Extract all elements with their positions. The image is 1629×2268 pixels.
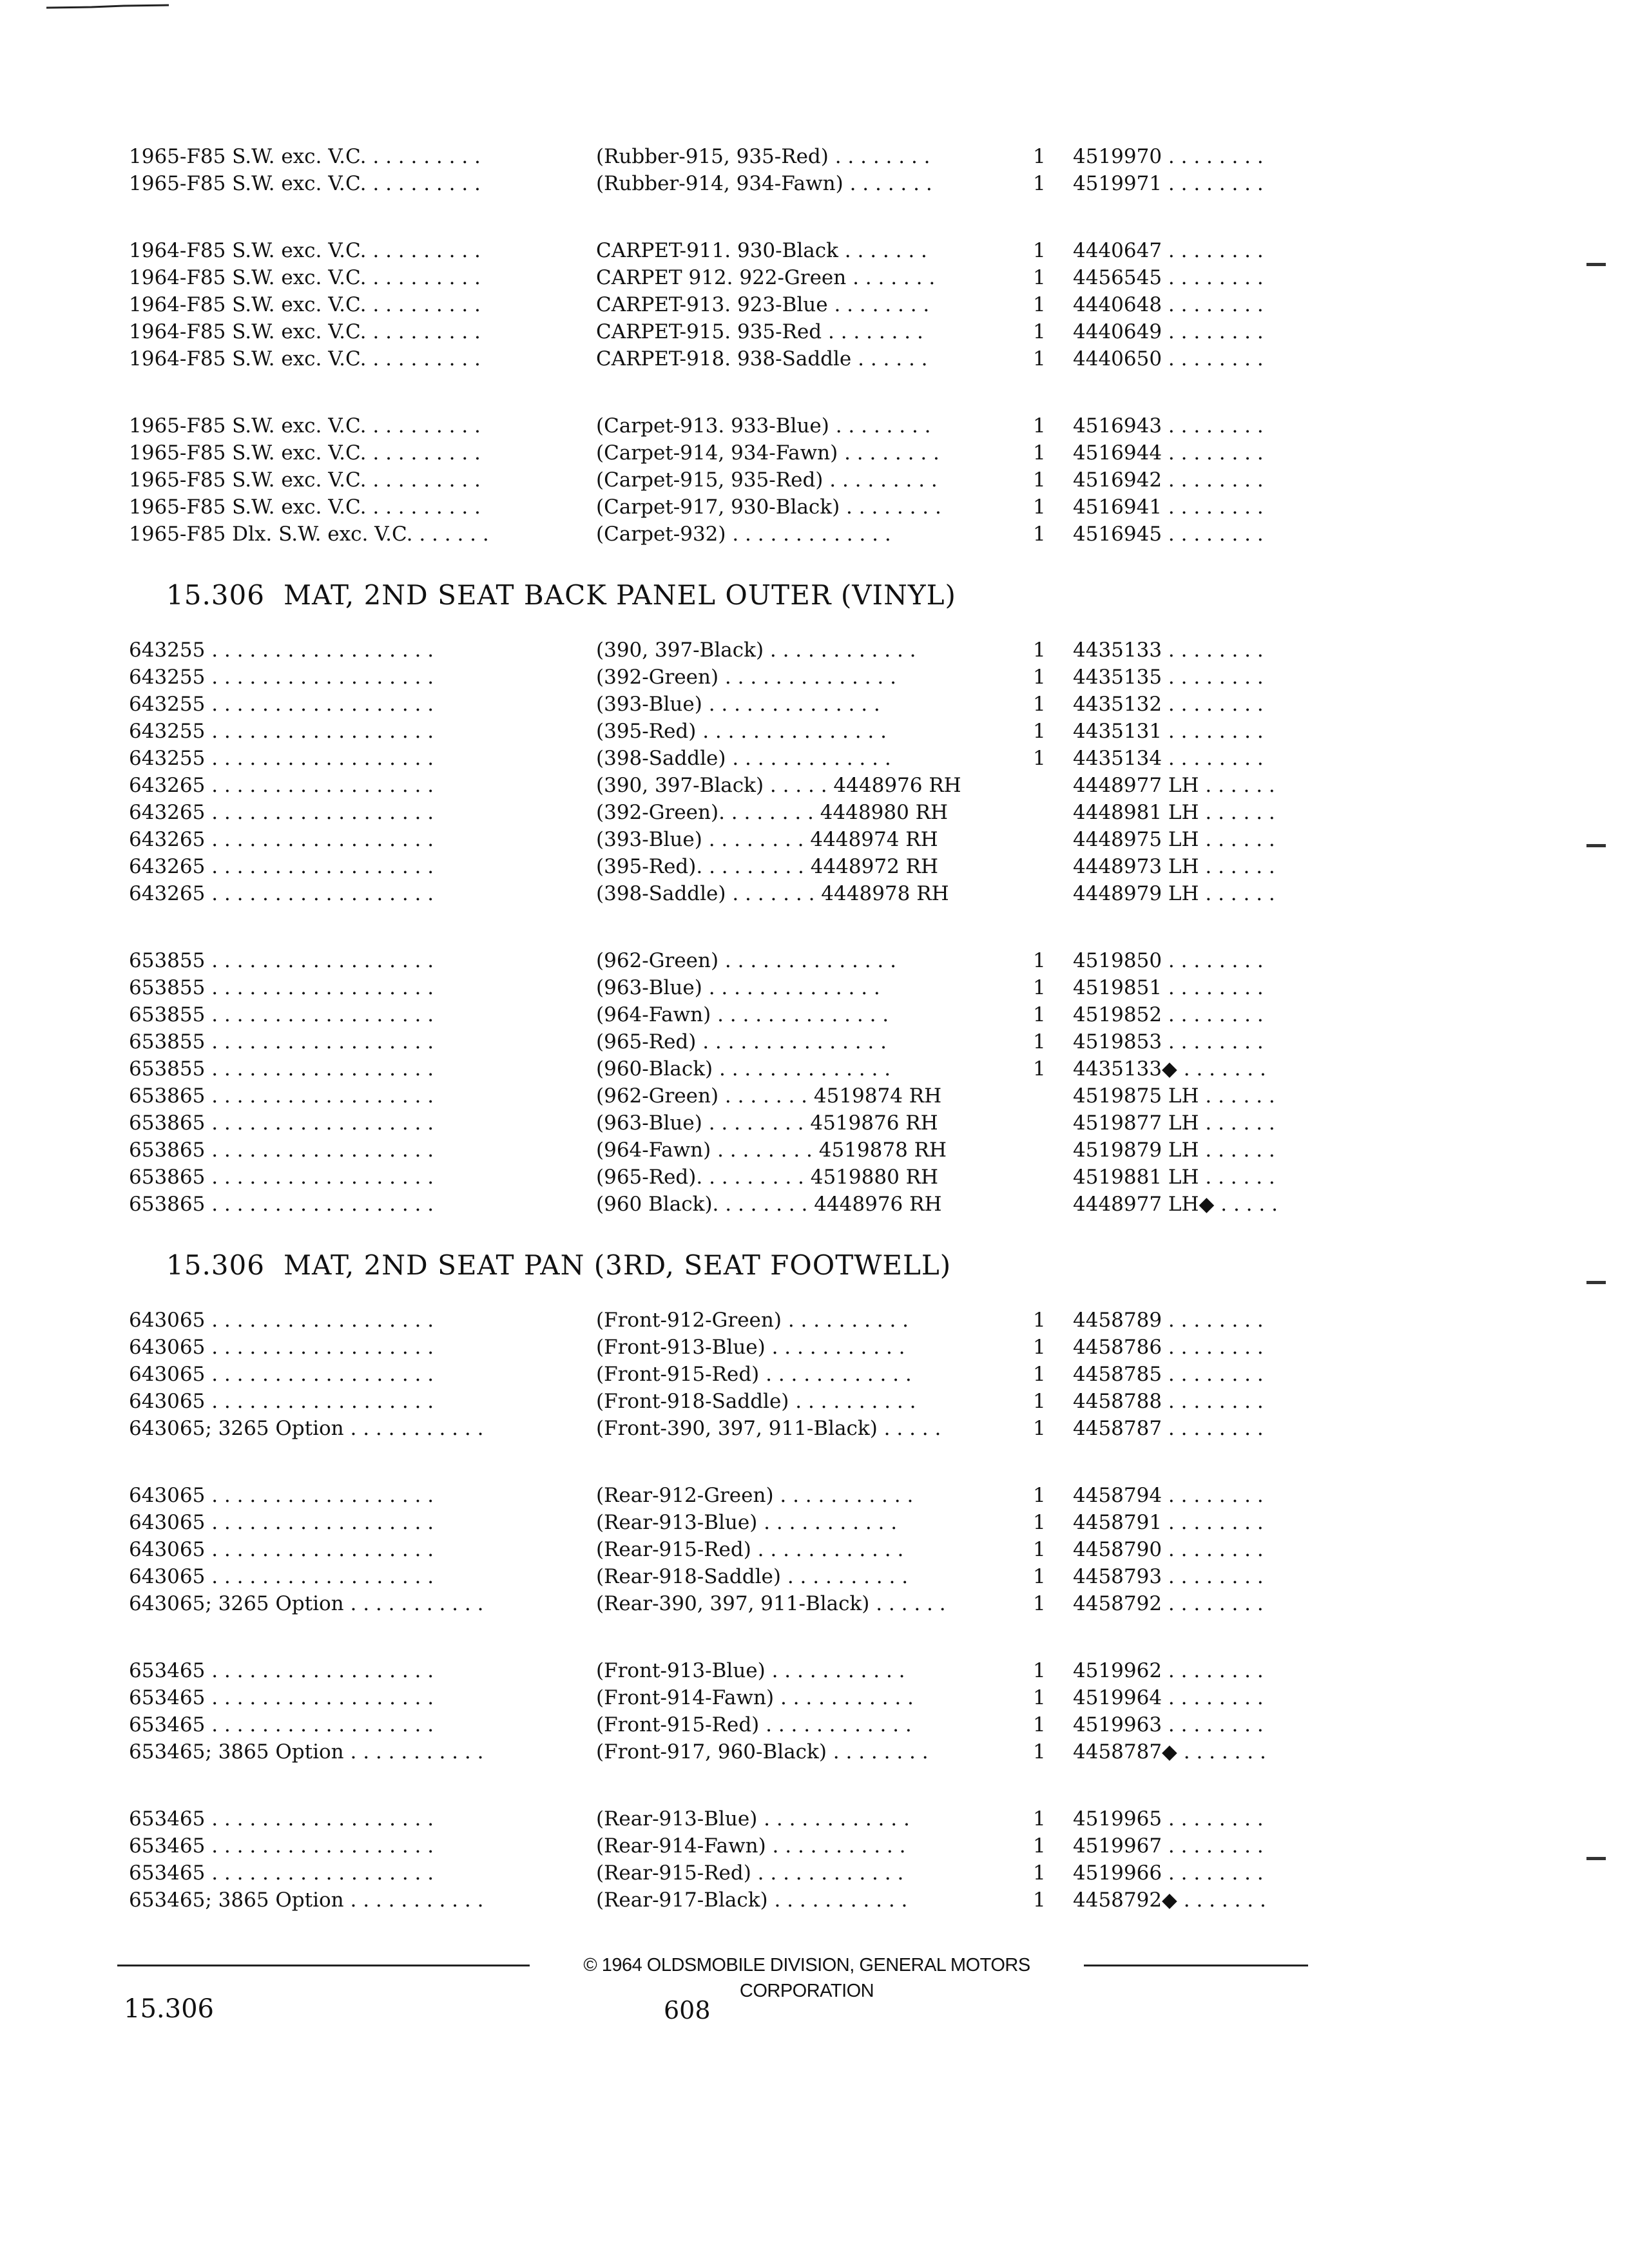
parts-row [0, 466, 1629, 494]
model-cell: 653855 . . . . . . . . . . . . . . . . . . [129, 976, 434, 999]
model-cell: 643255 . . . . . . . . . . . . . . . . . . [129, 639, 434, 662]
description-cell: (398-Saddle) . . . . . . . . . . . . . [596, 747, 891, 770]
parts-row [0, 853, 1629, 880]
section-title: MAT, 2ND SEAT BACK PANEL OUTER (VINYL) [284, 579, 956, 611]
part-number-cell: 4519962 . . . . . . . . [1073, 1659, 1264, 1682]
footer-rule-right [1084, 1965, 1308, 1966]
part-number-cell: 4458785 . . . . . . . . [1073, 1363, 1264, 1386]
section-number: 15.306 [166, 1249, 265, 1281]
model-cell: 643265 . . . . . . . . . . . . . . . . . . [129, 882, 434, 905]
part-number-cell: 4435132 . . . . . . . . [1073, 693, 1264, 716]
model-cell: 653465 . . . . . . . . . . . . . . . . . . [129, 1807, 434, 1831]
parts-row [0, 264, 1629, 291]
quantity-cell: 1 [1033, 145, 1046, 168]
quantity-cell: 1 [1033, 1740, 1046, 1763]
quantity-cell: 1 [1033, 1030, 1046, 1053]
quantity-cell: 1 [1033, 320, 1046, 343]
quantity-cell: 1 [1033, 1003, 1046, 1026]
part-number-cell: 4458788 . . . . . . . . [1073, 1390, 1264, 1413]
quantity-cell: 1 [1033, 747, 1046, 770]
description-cell: (Front-912-Green) . . . . . . . . . . [596, 1309, 909, 1332]
model-cell: 653465; 3865 Option . . . . . . . . . . . [129, 1888, 484, 1912]
model-cell: 653865 . . . . . . . . . . . . . . . . . . [129, 1139, 434, 1162]
description-cell: (Front-915-Red) . . . . . . . . . . . . [596, 1363, 912, 1386]
model-cell: 643255 . . . . . . . . . . . . . . . . . . [129, 666, 434, 689]
description-cell: (960-Black) . . . . . . . . . . . . . . [596, 1057, 891, 1081]
quantity-cell: 1 [1033, 414, 1046, 437]
part-number-cell: 4519875 LH . . . . . . [1073, 1084, 1275, 1108]
quantity-cell: 1 [1033, 666, 1046, 689]
quantity-cell: 1 [1033, 1713, 1046, 1736]
model-cell: 653855 . . . . . . . . . . . . . . . . . . [129, 1003, 434, 1026]
description-cell: (Carpet-913. 933-Blue) . . . . . . . . [596, 414, 931, 437]
model-cell: 643065 . . . . . . . . . . . . . . . . . . [129, 1484, 434, 1507]
part-number-cell: 4440649 . . . . . . . . [1073, 320, 1264, 343]
parts-group [0, 1805, 1629, 1914]
description-cell: (Front-917, 960-Black) . . . . . . . . [596, 1740, 929, 1763]
parts-row [0, 1590, 1629, 1617]
parts-group [0, 237, 1629, 372]
parts-row [0, 1509, 1629, 1536]
quantity-cell: 1 [1033, 1659, 1046, 1682]
parts-row [0, 1832, 1629, 1860]
parts-row [0, 1164, 1629, 1191]
parts-row [0, 1805, 1629, 1832]
section-title: MAT, 2ND SEAT PAN (3RD, SEAT FOOTWELL) [284, 1249, 952, 1281]
page-number: 608 [664, 1996, 711, 2024]
quantity-cell: 1 [1033, 1336, 1046, 1359]
parts-row [0, 1388, 1629, 1415]
model-cell: 653855 . . . . . . . . . . . . . . . . . . [129, 1057, 434, 1081]
parts-row [0, 1684, 1629, 1711]
description-cell: (Carpet-914, 934-Fawn) . . . . . . . . [596, 441, 940, 465]
part-number-cell: 4519963 . . . . . . . . [1073, 1713, 1264, 1736]
quantity-cell: 1 [1033, 293, 1046, 316]
description-cell: (Front-390, 397, 911-Black) . . . . . [596, 1417, 941, 1440]
section-heading [0, 1236, 1629, 1295]
description-cell: (965-Red). . . . . . . . . 4519880 RH [596, 1166, 939, 1189]
quantity-cell: 1 [1033, 1417, 1046, 1440]
description-cell: (393-Blue) . . . . . . . . . . . . . . [596, 693, 880, 716]
description-cell: (Carpet-917, 930-Black) . . . . . . . . [596, 495, 941, 519]
quantity-cell: 1 [1033, 1390, 1046, 1413]
model-cell: 643265 . . . . . . . . . . . . . . . . . . [129, 855, 434, 878]
model-cell: 643065 . . . . . . . . . . . . . . . . . . [129, 1565, 434, 1588]
model-cell: 643065 . . . . . . . . . . . . . . . . . . [129, 1390, 434, 1413]
part-number-cell: 4448973 LH . . . . . . [1073, 855, 1275, 878]
description-cell: (960 Black). . . . . . . . 4448976 RH [596, 1193, 942, 1216]
parts-row [0, 691, 1629, 718]
description-cell: (962-Green) . . . . . . . 4519874 RH [596, 1084, 942, 1108]
section-heading [0, 566, 1629, 625]
model-cell: 653465 . . . . . . . . . . . . . . . . . . [129, 1713, 434, 1736]
part-number-cell: 4448981 LH . . . . . . [1073, 801, 1275, 824]
quantity-cell: 1 [1033, 1834, 1046, 1858]
parts-row [0, 772, 1629, 799]
model-cell: 643265 . . . . . . . . . . . . . . . . . . [129, 801, 434, 824]
description-cell: (390, 397-Black) . . . . . 4448976 RH [596, 774, 961, 797]
description-cell: (392-Green) . . . . . . . . . . . . . . [596, 666, 896, 689]
description-cell: (Carpet-932) . . . . . . . . . . . . . [596, 523, 891, 546]
parts-row [0, 345, 1629, 372]
model-cell: 1965-F85 S.W. exc. V.C. . . . . . . . . . [129, 145, 481, 168]
part-number-cell: 4440647 . . . . . . . . [1073, 239, 1264, 262]
part-number-cell: 4519877 LH . . . . . . [1073, 1111, 1275, 1135]
parts-row [0, 1536, 1629, 1563]
part-number-cell: 4458786 . . . . . . . . [1073, 1336, 1264, 1359]
quantity-cell: 1 [1033, 1538, 1046, 1561]
model-cell: 643265 . . . . . . . . . . . . . . . . . . [129, 774, 434, 797]
part-number-cell: 4519967 . . . . . . . . [1073, 1834, 1264, 1858]
model-cell: 653855 . . . . . . . . . . . . . . . . . . [129, 1030, 434, 1053]
part-number-cell: 4516941 . . . . . . . . [1073, 495, 1264, 519]
parts-row [0, 637, 1629, 664]
part-number-cell: 4519881 LH . . . . . . [1073, 1166, 1275, 1189]
part-number-cell: 4435133◆ . . . . . . . [1073, 1057, 1266, 1081]
model-cell: 653465 . . . . . . . . . . . . . . . . . . [129, 1659, 434, 1682]
part-number-cell: 4519964 . . . . . . . . [1073, 1686, 1264, 1709]
description-cell: (Rear-913-Blue) . . . . . . . . . . . . [596, 1807, 910, 1831]
parts-row [0, 1307, 1629, 1334]
part-number-cell: 4440650 . . . . . . . . [1073, 347, 1264, 370]
part-number-cell: 4519965 . . . . . . . . [1073, 1807, 1264, 1831]
part-number-cell: 4448977 LH◆ . . . . . [1073, 1193, 1278, 1216]
parts-row [0, 1110, 1629, 1137]
description-cell: (395-Red) . . . . . . . . . . . . . . . [596, 720, 887, 743]
model-cell: 643065 . . . . . . . . . . . . . . . . . . [129, 1309, 434, 1332]
parts-row [0, 1711, 1629, 1738]
quantity-cell: 1 [1033, 1592, 1046, 1615]
parts-row [0, 799, 1629, 826]
description-cell: (Rear-915-Red) . . . . . . . . . . . . [596, 1861, 904, 1885]
model-cell: 1965-F85 S.W. exc. V.C. . . . . . . . . . [129, 495, 481, 519]
description-cell: (963-Blue) . . . . . . . . 4519876 RH [596, 1111, 938, 1135]
description-cell: CARPET-915. 935-Red . . . . . . . . [596, 320, 923, 343]
footer-rule-left [117, 1965, 530, 1966]
corner-scan-mark [46, 4, 169, 10]
model-cell: 643255 . . . . . . . . . . . . . . . . . . [129, 747, 434, 770]
quantity-cell: 1 [1033, 347, 1046, 370]
model-cell: 1965-F85 S.W. exc. V.C. . . . . . . . . . [129, 414, 481, 437]
quantity-cell: 1 [1033, 1686, 1046, 1709]
model-cell: 1965-F85 S.W. exc. V.C. . . . . . . . . . [129, 441, 481, 465]
quantity-cell: 1 [1033, 720, 1046, 743]
model-cell: 653465 . . . . . . . . . . . . . . . . . . [129, 1686, 434, 1709]
description-cell: (965-Red) . . . . . . . . . . . . . . . [596, 1030, 887, 1053]
parts-row [0, 1361, 1629, 1388]
parts-row [0, 412, 1629, 439]
parts-row [0, 318, 1629, 345]
description-cell: (Rear-915-Red) . . . . . . . . . . . . [596, 1538, 904, 1561]
part-number-cell: 4458793 . . . . . . . . [1073, 1565, 1264, 1588]
model-cell: 653465; 3865 Option . . . . . . . . . . . [129, 1740, 484, 1763]
parts-row [0, 880, 1629, 907]
model-cell: 653865 . . . . . . . . . . . . . . . . . . [129, 1193, 434, 1216]
part-number-cell: 4519970 . . . . . . . . [1073, 145, 1264, 168]
model-cell: 1964-F85 S.W. exc. V.C. . . . . . . . . . [129, 320, 481, 343]
quantity-cell: 1 [1033, 639, 1046, 662]
quantity-cell: 1 [1033, 1861, 1046, 1885]
parts-group [0, 1307, 1629, 1442]
description-cell: (Front-913-Blue) . . . . . . . . . . . [596, 1659, 905, 1682]
quantity-cell: 1 [1033, 266, 1046, 289]
part-number-cell: 4456545 . . . . . . . . [1073, 266, 1264, 289]
model-cell: 1964-F85 S.W. exc. V.C. . . . . . . . . . [129, 266, 481, 289]
model-cell: 643065 . . . . . . . . . . . . . . . . . . [129, 1538, 434, 1561]
part-number-cell: 4519879 LH . . . . . . [1073, 1139, 1275, 1162]
parts-row [0, 718, 1629, 745]
description-cell: (Rear-914-Fawn) . . . . . . . . . . . [596, 1834, 906, 1858]
part-number-cell: 4458790 . . . . . . . . [1073, 1538, 1264, 1561]
copyright-notice: © 1964 OLDSMOBILE DIVISION, GENERAL MOTORS CORPORATION [530, 1952, 1084, 2004]
parts-row [0, 237, 1629, 264]
description-cell: (Front-918-Saddle) . . . . . . . . . . [596, 1390, 916, 1413]
part-number-cell: 4435131 . . . . . . . . [1073, 720, 1264, 743]
parts-row [0, 170, 1629, 197]
quantity-cell: 1 [1033, 1511, 1046, 1534]
part-number-cell: 4458792 . . . . . . . . [1073, 1592, 1264, 1615]
part-number-cell: 4519852 . . . . . . . . [1073, 1003, 1264, 1026]
part-number-cell: 4458791 . . . . . . . . [1073, 1511, 1264, 1534]
part-number-cell: 4516944 . . . . . . . . [1073, 441, 1264, 465]
part-number-cell: 4448979 LH . . . . . . [1073, 882, 1275, 905]
parts-row [0, 745, 1629, 772]
part-number-cell: 4458787◆ . . . . . . . [1073, 1740, 1266, 1763]
description-cell: (393-Blue) . . . . . . . . 4448974 RH [596, 828, 938, 851]
parts-row [0, 1191, 1629, 1218]
description-cell: (395-Red). . . . . . . . . 4448972 RH [596, 855, 939, 878]
model-cell: 643065 . . . . . . . . . . . . . . . . . . [129, 1336, 434, 1359]
quantity-cell: 1 [1033, 1309, 1046, 1332]
model-cell: 643065 . . . . . . . . . . . . . . . . . . [129, 1511, 434, 1534]
part-number-cell: 4448977 LH . . . . . . [1073, 774, 1275, 797]
part-number-cell: 4435134 . . . . . . . . [1073, 747, 1264, 770]
parts-group [0, 412, 1629, 548]
part-number-cell: 4519971 . . . . . . . . [1073, 172, 1264, 195]
model-cell: 643255 . . . . . . . . . . . . . . . . . . [129, 720, 434, 743]
footer-section-number: 15.306 [124, 1994, 214, 2024]
description-cell: (Rear-912-Green) . . . . . . . . . . . [596, 1484, 914, 1507]
part-number-cell: 4458789 . . . . . . . . [1073, 1309, 1264, 1332]
model-cell: 1964-F85 S.W. exc. V.C. . . . . . . . . . [129, 347, 481, 370]
parts-row [0, 974, 1629, 1001]
model-cell: 1964-F85 S.W. exc. V.C. . . . . . . . . . [129, 293, 481, 316]
part-number-cell: 4435133 . . . . . . . . [1073, 639, 1264, 662]
parts-row [0, 947, 1629, 974]
parts-row [0, 1657, 1629, 1684]
parts-row [0, 1415, 1629, 1442]
model-cell: 653865 . . . . . . . . . . . . . . . . . . [129, 1166, 434, 1189]
parts-group [0, 1482, 1629, 1617]
part-number-cell: 4516945 . . . . . . . . [1073, 523, 1264, 546]
parts-group [0, 637, 1629, 907]
parts-row [0, 494, 1629, 521]
model-cell: 643065 . . . . . . . . . . . . . . . . . . [129, 1363, 434, 1386]
quantity-cell: 1 [1033, 441, 1046, 465]
quantity-cell: 1 [1033, 172, 1046, 195]
description-cell: (398-Saddle) . . . . . . . 4448978 RH [596, 882, 949, 905]
parts-row [0, 1001, 1629, 1028]
description-cell: (Front-913-Blue) . . . . . . . . . . . [596, 1336, 905, 1359]
quantity-cell: 1 [1033, 1888, 1046, 1912]
part-number-cell: 4519966 . . . . . . . . [1073, 1861, 1264, 1885]
quantity-cell: 1 [1033, 1484, 1046, 1507]
quantity-cell: 1 [1033, 523, 1046, 546]
model-cell: 1965-F85 S.W. exc. V.C. . . . . . . . . . [129, 172, 481, 195]
parts-row [0, 1137, 1629, 1164]
description-cell: CARPET-918. 938-Saddle . . . . . . [596, 347, 928, 370]
footer-rule [117, 1952, 1308, 2001]
parts-row [0, 143, 1629, 170]
quantity-cell: 1 [1033, 693, 1046, 716]
parts-row [0, 664, 1629, 691]
description-cell: (Rubber-915, 935-Red) . . . . . . . . [596, 145, 930, 168]
parts-row [0, 1860, 1629, 1887]
parts-group [0, 947, 1629, 1218]
parts-row [0, 1887, 1629, 1914]
part-number-cell: 4519853 . . . . . . . . [1073, 1030, 1264, 1053]
part-number-cell: 4458787 . . . . . . . . [1073, 1417, 1264, 1440]
parts-row [0, 1028, 1629, 1055]
description-cell: (963-Blue) . . . . . . . . . . . . . . [596, 976, 880, 999]
quantity-cell: 1 [1033, 495, 1046, 519]
model-cell: 643065; 3265 Option . . . . . . . . . . . [129, 1592, 484, 1615]
parts-row [0, 1055, 1629, 1082]
model-cell: 653465 . . . . . . . . . . . . . . . . . . [129, 1861, 434, 1885]
description-cell: CARPET-913. 923-Blue . . . . . . . . [596, 293, 930, 316]
quantity-cell: 1 [1033, 1565, 1046, 1588]
description-cell: (962-Green) . . . . . . . . . . . . . . [596, 949, 896, 972]
model-cell: 653855 . . . . . . . . . . . . . . . . . . [129, 949, 434, 972]
description-cell: CARPET-911. 930-Black . . . . . . . [596, 239, 927, 262]
parts-group [0, 143, 1629, 197]
model-cell: 1965-F85 Dlx. S.W. exc. V.C. . . . . . . [129, 523, 489, 546]
parts-row [0, 439, 1629, 466]
parts-group [0, 1657, 1629, 1765]
quantity-cell: 1 [1033, 239, 1046, 262]
model-cell: 643265 . . . . . . . . . . . . . . . . . . [129, 828, 434, 851]
quantity-cell: 1 [1033, 949, 1046, 972]
part-number-cell: 4458794 . . . . . . . . [1073, 1484, 1264, 1507]
description-cell: (Carpet-915, 935-Red) . . . . . . . . . [596, 468, 938, 492]
part-number-cell: 4448975 LH . . . . . . [1073, 828, 1275, 851]
model-cell: 653865 . . . . . . . . . . . . . . . . . . [129, 1111, 434, 1135]
description-cell: (392-Green). . . . . . . . 4448980 RH [596, 801, 949, 824]
parts-row [0, 1738, 1629, 1765]
model-cell: 653865 . . . . . . . . . . . . . . . . . . [129, 1084, 434, 1108]
description-cell: (Front-914-Fawn) . . . . . . . . . . . [596, 1686, 914, 1709]
description-cell: (964-Fawn) . . . . . . . . 4519878 RH [596, 1139, 947, 1162]
part-number-cell: 4519850 . . . . . . . . [1073, 949, 1264, 972]
parts-row [0, 1482, 1629, 1509]
description-cell: (Rear-918-Saddle) . . . . . . . . . . [596, 1565, 909, 1588]
model-cell: 643065; 3265 Option . . . . . . . . . . . [129, 1417, 484, 1440]
parts-row [0, 826, 1629, 853]
description-cell: (Rubber-914, 934-Fawn) . . . . . . . [596, 172, 932, 195]
description-cell: (390, 397-Black) . . . . . . . . . . . . [596, 639, 916, 662]
description-cell: CARPET 912. 922-Green . . . . . . . [596, 266, 936, 289]
quantity-cell: 1 [1033, 1363, 1046, 1386]
description-cell: (964-Fawn) . . . . . . . . . . . . . . [596, 1003, 889, 1026]
quantity-cell: 1 [1033, 1807, 1046, 1831]
quantity-cell: 1 [1033, 976, 1046, 999]
section-number: 15.306 [166, 579, 265, 611]
part-number-cell: 4435135 . . . . . . . . [1073, 666, 1264, 689]
description-cell: (Front-915-Red) . . . . . . . . . . . . [596, 1713, 912, 1736]
model-cell: 643255 . . . . . . . . . . . . . . . . . . [129, 693, 434, 716]
model-cell: 1965-F85 S.W. exc. V.C. . . . . . . . . . [129, 468, 481, 492]
part-number-cell: 4458792◆ . . . . . . . [1073, 1888, 1266, 1912]
parts-row [0, 1334, 1629, 1361]
description-cell: (Rear-913-Blue) . . . . . . . . . . . [596, 1511, 898, 1534]
part-number-cell: 4516942 . . . . . . . . [1073, 468, 1264, 492]
description-cell: (Rear-917-Black) . . . . . . . . . . . [596, 1888, 908, 1912]
model-cell: 1964-F85 S.W. exc. V.C. . . . . . . . . . [129, 239, 481, 262]
parts-row [0, 291, 1629, 318]
description-cell: (Rear-390, 397, 911-Black) . . . . . . [596, 1592, 946, 1615]
part-number-cell: 4440648 . . . . . . . . [1073, 293, 1264, 316]
quantity-cell: 1 [1033, 1057, 1046, 1081]
parts-row [0, 521, 1629, 548]
parts-row [0, 1082, 1629, 1110]
model-cell: 653465 . . . . . . . . . . . . . . . . . . [129, 1834, 434, 1858]
part-number-cell: 4516943 . . . . . . . . [1073, 414, 1264, 437]
quantity-cell: 1 [1033, 468, 1046, 492]
part-number-cell: 4519851 . . . . . . . . [1073, 976, 1264, 999]
parts-row [0, 1563, 1629, 1590]
